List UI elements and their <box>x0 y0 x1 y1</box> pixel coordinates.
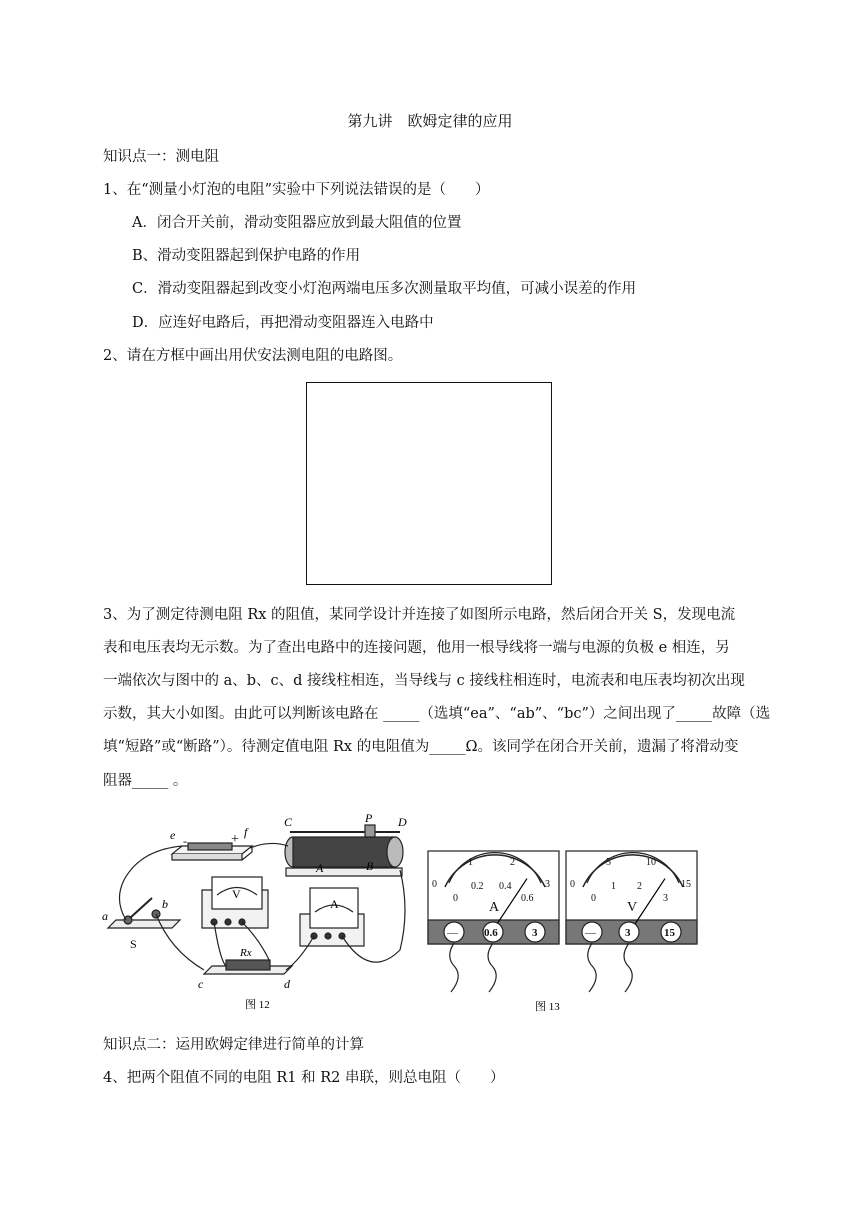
question-3-line-5: 填“短路”或“断路”）。待测定值电阻 Rx 的电阻值为_____Ω。该同学在闭合开关前，遗漏了将滑动变 <box>103 739 739 755</box>
voltmeter-inner-3: 3 <box>663 893 668 904</box>
ammeter-outer-1: 1 <box>468 857 473 868</box>
label-A-meter: A <box>330 897 339 911</box>
ammeter-terminal-3: 3 <box>532 927 538 939</box>
ammeter-outer-3: 3 <box>545 879 550 890</box>
label-c: c <box>198 977 204 991</box>
ammeter-inner-1: 0.2 <box>471 881 484 892</box>
voltmeter-terminal-15: 15 <box>664 927 675 939</box>
section-heading-2: 知识点二：运用欧姆定律进行简单的计算 <box>103 1037 364 1053</box>
label-d: d <box>284 977 290 991</box>
ammeter-inner-3: 0.6 <box>521 893 534 904</box>
label-C: C <box>284 815 293 829</box>
label-V-meter: V <box>232 887 241 901</box>
ammeter-outer-0: 0 <box>432 879 437 890</box>
ammeter-symbol: A <box>489 900 500 915</box>
voltmeter-inner-1: 1 <box>611 881 616 892</box>
label-minus: - <box>183 834 187 848</box>
label-f: f <box>244 825 248 839</box>
label-e: e <box>170 828 176 842</box>
ammeter-terminal-neg: — <box>447 927 458 939</box>
label-S: S <box>130 937 137 951</box>
voltmeter-outer-0: 0 <box>570 879 575 890</box>
label-A-terminal: A <box>316 861 324 875</box>
drawing-box[interactable] <box>306 382 552 585</box>
question-3-line-4: 示数，其大小如图。由此可以判断该电路在 _____（选填“ea”、“ab”、“bc”）之间出现了_____故障（选 <box>103 706 771 722</box>
voltmeter-symbol: V <box>627 900 638 915</box>
question-4-stem: 4、把两个阻值不同的电阻 R1 和 R2 串联，则总电阻（ ） <box>103 1070 505 1086</box>
figure-13-meters <box>425 847 705 1017</box>
label-a: a <box>102 909 108 923</box>
figure-12-circuit <box>100 810 420 1015</box>
question-1-option-d: D．应连好电路后，再把滑动变阻器连入电路中 <box>132 315 434 331</box>
label-Rx: Rx <box>240 947 252 959</box>
page-title: 第九讲 欧姆定律的应用 <box>347 112 513 130</box>
voltmeter-inner-2: 2 <box>637 881 642 892</box>
label-plus: + <box>231 832 239 847</box>
voltmeter-terminal-3: 3 <box>625 927 631 939</box>
label-P: P <box>365 811 373 825</box>
ammeter-outer-2: 2 <box>510 857 515 868</box>
question-1-option-a: A．闭合开关前，滑动变阻器应放到最大阻值的位置 <box>132 215 462 231</box>
section-heading-1: 知识点一：测电阻 <box>103 149 219 165</box>
voltmeter-terminal-neg: — <box>585 927 596 939</box>
label-D: D <box>398 815 407 829</box>
voltmeter-inner-0: 0 <box>591 893 596 904</box>
ammeter-inner-0: 0 <box>453 893 458 904</box>
question-1-option-b: B、滑动变阻器起到保护电路的作用 <box>132 248 361 264</box>
label-B: B <box>366 859 374 873</box>
voltmeter-panel <box>566 851 697 992</box>
voltmeter-outer-2: 10 <box>646 857 656 868</box>
question-1-stem: 1、在“测量小灯泡的电阻”实验中下列说法错误的是（ ） <box>103 182 490 198</box>
question-2-stem: 2、请在方框中画出用伏安法测电阻的电路图。 <box>103 348 403 364</box>
question-1-option-c: C．滑动变阻器起到改变小灯泡两端电压多次测量取平均值，可减小误差的作用 <box>132 281 637 297</box>
voltmeter-outer-3: 15 <box>681 879 691 890</box>
voltmeter-outer-1: 5 <box>606 857 611 868</box>
ammeter-terminal-0.6: 0.6 <box>484 927 498 939</box>
ammeter-inner-2: 0.4 <box>499 881 512 892</box>
figure-12-caption: 图 12 <box>245 999 270 1011</box>
question-3-line-2: 表和电压表均无示数。为了查出电路中的连接问题，他用一根导线将一端与电源的负极 e 相连，另 <box>103 640 730 656</box>
question-3-line-6: 阻器_____ 。 <box>103 773 188 789</box>
ammeter-panel <box>428 851 559 992</box>
question-3-line-3: 一端依次与图中的 a、b、c、d 接线柱相连，当导线与 c 接线柱相连时，电流表和电压表均初次出现 <box>103 673 745 689</box>
figure-13-caption: 图 13 <box>535 1001 560 1013</box>
question-3-line-1: 3、为了测定待测电阻 Rx 的阻值，某同学设计并连接了如图所示电路，然后闭合开关 S，发现电流 <box>103 607 736 623</box>
label-b: b <box>162 897 168 911</box>
